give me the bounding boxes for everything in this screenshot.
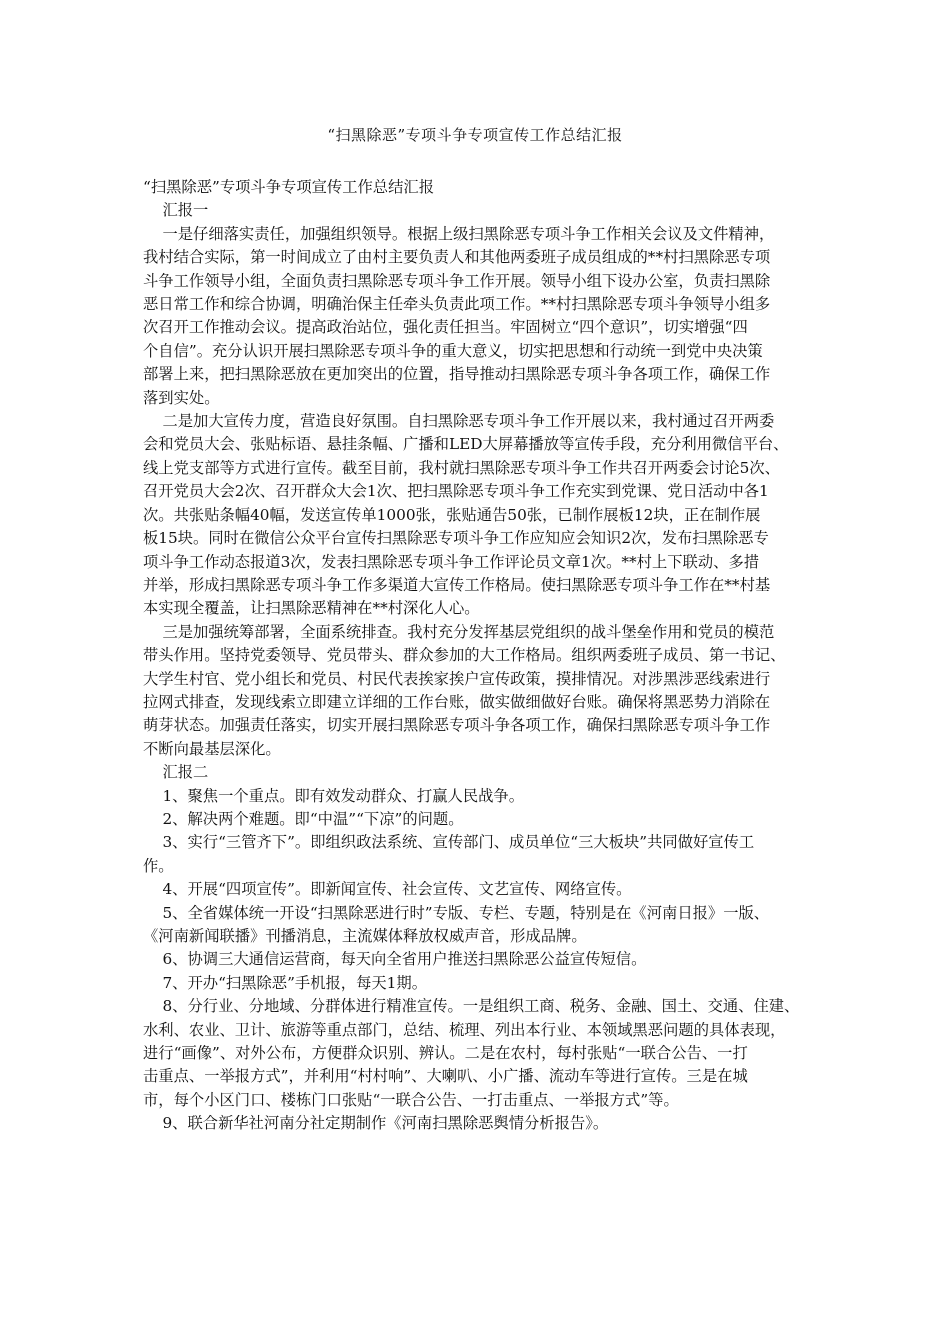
text-line: 个自信”。充分认识开展扫黑除恶专项斗争的重大意义，切实把思想和行动统一到党中央决策 — [143, 341, 763, 360]
text-line: 萌芽状态。加强责任落实，切实开展扫黑除恶专项斗争各项工作，确保扫黑除恶专项斗争工作 — [143, 716, 771, 735]
text-line: 5、全省媒体统一开设“扫黑除恶进行时”专版、专栏、专题，特别是在《河南日报》一版、 — [143, 903, 770, 922]
text-line: 项斗争工作动态报道3次，发表扫黑除恶专项斗争工作评论员文章1次。**村上下联动、多措 — [143, 552, 760, 571]
text-line: 击重点、一举报方式”，并利用“村村响”、大喇叭、小广播、流动车等进行宣传。三是在城 — [143, 1067, 748, 1086]
text-line: “扫黑除恶”专项斗争专项宣传工作总结汇报 — [143, 178, 434, 196]
text-line: 本实现全覆盖，让扫黑除恶精神在**村深化人心。 — [143, 599, 480, 618]
text-line: 市，每个小区门口、楼栋门口张贴“一联合公告、一打击重点、一举报方式”等。 — [143, 1090, 679, 1109]
text-line: 线上党支部等方式进行宣传。截至目前，我村就扫黑除恶专项斗争工作共召开两委会讨论5次、 — [143, 458, 780, 477]
text-line: 板15块。同时在微信公众平台宣传扫黑除恶专项斗争工作应知应会知识2次，发布扫黑除恶专 — [143, 529, 769, 548]
text-line: 8、分行业、分地域、分群体进行精准宣传。一是组织工商、税务、金融、国土、交通、住建、 — [143, 997, 800, 1016]
text-line: 2、解决两个难题。即“中温”“下凉”的问题。 — [143, 809, 464, 828]
text-line: 《河南新闻联播》刊播消息，主流媒体释放权威声音，形成品牌。 — [143, 927, 587, 945]
text-line: 三是加强统筹部署，全面系统排查。我村充分发挥基层党组织的战斗堡垒作用和党员的模范 — [143, 622, 775, 641]
text-line: 次召开工作推动会议。提高政治站位，强化责任担当。牢固树立“四个意识”，切实增强“四 — [143, 318, 748, 337]
text-line: 汇报一 — [143, 201, 209, 220]
text-line: 带头作用。坚持党委领导、党员带头、群众参加的大工作格局。组织两委班子成员、第一书记、 — [143, 646, 786, 665]
text-line: 拉网式排查，发现线索立即建立详细的工作台账，做实做细做好台账。确保将黑恶势力消除在 — [143, 692, 771, 711]
text-line: 4、开展“四项宣传”。即新闻宣传、社会宣传、文艺宣传、网络宣传。 — [143, 880, 632, 899]
text-line: 一是仔细落实责任，加强组织领导。根据上级扫黑除恶专项斗争工作相关会议及文件精神， — [143, 224, 775, 243]
text-line: 二是加大宣传力度，营造良好氛围。自扫黑除恶专项斗争工作开展以来，我村通过召开两委 — [143, 412, 775, 431]
text-line: 3、实行“三管齐下”。即组织政法系统、宣传部门、成员单位“三大板块”共同做好宣传工 — [143, 833, 755, 852]
text-line: 恶日常工作和综合协调，明确治保主任牵头负责此项工作。**村扫黑除恶专项斗争领导小组多 — [143, 295, 771, 314]
text-line: 召开党员大会2次、召开群众大会1次、把扫黑除恶专项斗争工作充实到党课、党日活动中各1 — [143, 482, 769, 501]
text-line: 落到实处。 — [143, 388, 220, 407]
text-line: 1、聚焦一个重点。即有效发动群众、打赢人民战争。 — [143, 786, 525, 805]
text-line: 并举，形成扫黑除恶专项斗争工作多渠道大宣传工作格局。使扫黑除恶专项斗争工作在**村基 — [143, 575, 771, 594]
text-line: 不断向最基层深化。 — [143, 739, 281, 758]
document-body — [143, 176, 823, 1136]
text-line: 进行“画像”、对外公布，方便群众识别、辨认。二是在农村，每村张贴“一联合公告、一打 — [143, 1044, 748, 1063]
text-line: 作。 — [143, 856, 174, 875]
text-line: 我村结合实际，第一时间成立了由村主要负责人和其他两委班子成员组成的**村扫黑除恶专项 — [143, 248, 771, 267]
text-line: 汇报二 — [143, 763, 209, 782]
text-line: 斗争工作领导小组，全面负责扫黑除恶专项斗争工作开展。领导小组下设办公室，负责扫黑除 — [143, 271, 771, 290]
text-line: 7、开办“扫黑除恶”手机报，每天1期。 — [143, 973, 428, 992]
text-line: 会和党员大会、张贴标语、悬挂条幅、广播和LED大屏幕播放等宣传手段，充分利用微信平台、 — [143, 435, 789, 454]
text-line: 大学生村官、党小组长和党员、村民代表挨家挨户宣传政策，摸排情况。对涉黑涉恶线索进行 — [143, 669, 771, 688]
text-line: 次。共张贴条幅40幅，发送宣传单1000张，张贴通告50张，已制作展板12块，正在制作展 — [143, 505, 761, 524]
text-line: 部署上来，把扫黑除恶放在更加突出的位置，指导推动扫黑除恶专项斗争各项工作，确保工作 — [143, 365, 771, 384]
text-line: 水利、农业、卫计、旅游等重点部门，总结、梳理、列出本行业、本领域黑恶问题的具体表现， — [143, 1020, 786, 1039]
text-line: 6、协调三大通信运营商，每天向全省用户推送扫黑除恶公益宣传短信。 — [143, 950, 647, 969]
text-line: 9、联合新华社河南分社定期制作《河南扫黑除恶舆情分析报告》。 — [143, 1114, 609, 1133]
document-title: “扫黑除恶”专项斗争专项宣传工作总结汇报 — [327, 126, 623, 144]
